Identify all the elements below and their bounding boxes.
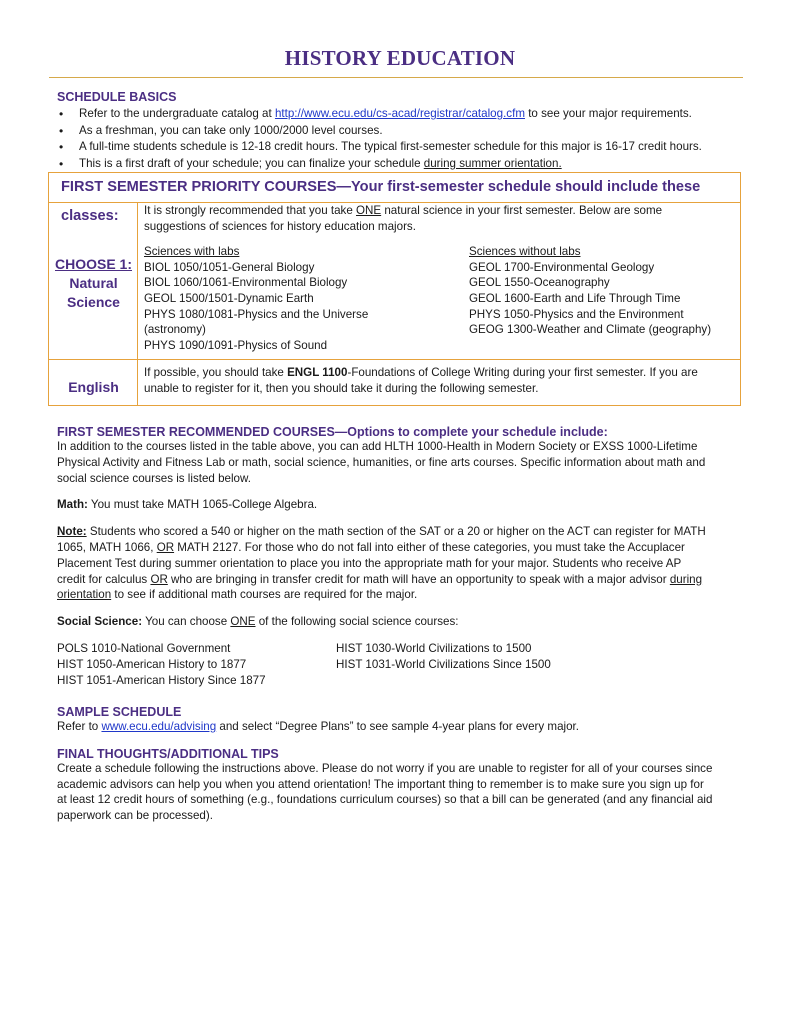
final-thoughts-paragraph: Create a schedule following the instructions above. Please do not worry if you are unable to register for all of your courses since academic advisors can help you when you attend orientation! The important thing to remember is to make sure you sign up for at least 12 credit hours of something (e.g., foundations curriculum courses) so that a bill can be generated (and any financial aid paperwork can be processed). <box>57 761 713 823</box>
list-item: PHYS 1050-Physics and the Environment <box>469 307 684 321</box>
list-item: GEOL 1600-Earth and Life Through Time <box>469 291 681 305</box>
science-intro: It is strongly recommended that you take ONE natural science in your first semester. Below are some <box>144 204 663 217</box>
sample-schedule-paragraph: Refer to www.ecu.edu/advising and select “Degree Plans” to see sample 4-year plans for every major. <box>57 719 579 733</box>
social-science-paragraph: Social Science: You can choose ONE of the following social science courses: <box>57 615 459 629</box>
list-item: (astronomy) <box>144 323 206 337</box>
page-title: HISTORY EDUCATION <box>284 46 516 70</box>
list-item: HIST 1050-American History to 1877 <box>57 657 247 671</box>
social-science-courses <box>57 641 747 689</box>
list-item: HIST 1030-World Civilizations to 1500 <box>336 641 532 655</box>
sciences-with-labs-list: Sciences with labs BIOL 1050/1051-General Biology BIOL 1060/1061-Environmental Biology GEOL 1500/1501-Dynamic Earth PHYS 1080/1081-Physics and the Universe (astronomy) PHYS 1090/1091-Physics of Sound <box>144 244 464 353</box>
priority-courses-heading: FIRST SEMESTER PRIORITY COURSES—Your first-semester schedule should include these classes: <box>49 173 740 203</box>
list-item: PHYS 1080/1081-Physics and the Universe <box>144 307 369 321</box>
natural-science-cell: It is strongly recommended that you take ONE natural science in your first semester. Below are some suggestions of sciences for history education majors. Sciences with labs BIOL 1050/1051-General Biology BIOL 1060/1061-Environmental Biology GEOL 1500/1501-Dynamic Earth PHYS 1080/1081-Physics and the Universe (astronomy) PHYS 1090/1091-Physics of Sound Sciences without labs GEOL 1700-Environmental Geology GEOL 1550-Oceanography GEOL 1600-Earth and Life Through Time PHYS 1050-Physics and the Environment GEOG 1300-Weather and Climate (geography) <box>144 203 734 354</box>
list-item: GEOG 1300-Weather and Climate (geography) <box>469 323 712 337</box>
list-item: • As a freshman, you can take only 1000/2000 level courses. <box>57 123 743 140</box>
lower-content <box>57 425 747 824</box>
list-item: POLS 1010-National Government <box>57 641 231 655</box>
final-thoughts-heading: FINAL THOUGHTS/ADDITIONAL TIPS <box>57 746 279 761</box>
sciences-without-labs-list: Sciences without labs GEOL 1700-Environmental Geology GEOL 1550-Oceanography GEOL 1600-Earth and Life Through Time PHYS 1050-Physics and the Environment GEOG 1300-Weather and Climate (geography) <box>469 244 739 338</box>
priority-courses-table <box>48 172 741 406</box>
list-item: • This is a first draft of your schedule; you can finalize your schedule during summer orientation. <box>57 156 743 173</box>
catalog-link[interactable]: http://www.ecu.edu/cs-acad/registrar/catalog.cfm <box>274 107 525 120</box>
math-paragraph: Math: You must take MATH 1065-College Algebra. <box>57 498 318 512</box>
list-item: BIOL 1050/1051-General Biology <box>144 260 315 274</box>
document-page <box>57 0 743 172</box>
schedule-basics-heading: SCHEDULE BASICS <box>57 90 177 104</box>
title-rule <box>49 77 743 78</box>
list-item: GEOL 1500/1501-Dynamic Earth <box>144 291 314 305</box>
list-item: • Refer to the undergraduate catalog at http://www.ecu.edu/cs-acad/registrar/catalog.cfm to see your major requirements. <box>57 106 743 123</box>
social-col-2 <box>336 641 551 673</box>
recommended-heading: FIRST SEMESTER RECOMMENDED COURSES—Options to complete your schedule include: <box>57 425 608 439</box>
list-item: • A full-time students schedule is 12-18 credit hours. The typical first-semester schedule for this major is 16-17 credit hours. <box>57 139 743 156</box>
choose-natural-science-label: CHOOSE 1: Natural Science <box>54 256 132 310</box>
list-item: PHYS 1090/1091-Physics of Sound <box>144 338 328 352</box>
english-cell: If possible, you should take ENGL 1100-Foundations of College Writing during your first semester. If you are unable to register for it, then you should take it during the following semester. <box>144 366 698 395</box>
english-label: English <box>68 379 119 395</box>
list-item: GEOL 1550-Oceanography <box>469 276 610 290</box>
recommended-paragraph: In addition to the courses listed in the table above, you can add HLTH 1000-Health in Modern Society or EXSS 1000-Lifetime Physical Activity and Fitness Lab or math, social science, humanities, or fine arts courses. Specific information about math and social science courses is listed below. <box>57 440 706 485</box>
list-item: HIST 1051-American History Since 1877 <box>57 673 266 687</box>
row-divider <box>49 359 740 360</box>
note-paragraph: Note: Students who scored a 540 or higher on the math section of the SAT or a 20 or higher on the ACT can register for MATH 1065, MATH 1066, OR MATH 2127. For those who do not fall into either of these categories, you must take the Accuplacer Placement Test during summer orientation to place you into the appropriate math for your major. Students who receive AP credit for calculus OR who are bringing in transfer credit for math will have an opportunity to speak with a major advisor during orientation to see if additional math courses are required for the major. <box>57 525 706 602</box>
list-item: BIOL 1060/1061-Environmental Biology <box>144 276 348 290</box>
schedule-basics-list <box>57 106 743 172</box>
advising-link[interactable]: www.ecu.edu/advising <box>101 719 217 733</box>
sample-schedule-heading: SAMPLE SCHEDULE <box>57 704 182 719</box>
list-item: HIST 1031-World Civilizations Since 1500 <box>336 657 551 671</box>
social-col-1 <box>57 641 266 688</box>
list-item: GEOL 1700-Environmental Geology <box>469 260 655 274</box>
